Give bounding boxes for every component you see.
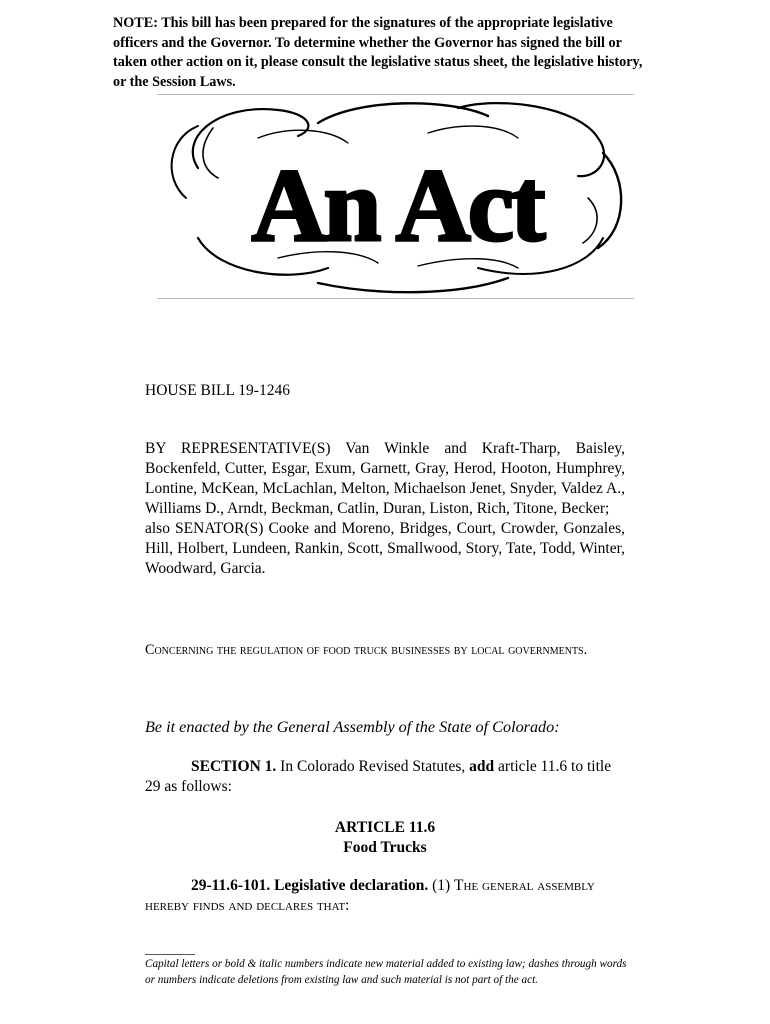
article-title: Food Trucks xyxy=(343,839,427,856)
enacting-clause: Be it enacted by the General Assembly of the State of Colorado: xyxy=(145,718,560,736)
section-heading: SECTION 1. xyxy=(191,758,277,775)
sponsors xyxy=(145,439,625,579)
declaration-heading: 29-11.6-101. Legislative declaration. xyxy=(191,877,429,894)
section-text-before: In Colorado Revised Statutes, xyxy=(276,758,470,775)
section-add-keyword: add xyxy=(469,758,495,775)
section-text-after: article 11.6 to title 29 as follows: xyxy=(145,758,612,795)
concerning-clause: Concerning the regulation of food truck businesses by local governments. xyxy=(145,642,588,658)
footnote-rule xyxy=(145,954,195,955)
senators-list: also SENATOR(S) Cooke and Moreno, Bridges, Court, Crowder, Gonzales, Hill, Holbert, Lundeen, Rankin, Scott, Smallwood, Story, Tate, Todd, Winter, Woodward, Garcia. xyxy=(145,520,625,577)
emblem-bottom-rule xyxy=(157,298,634,299)
article-heading xyxy=(145,818,625,858)
bill-number: HOUSE BILL 19-1246 xyxy=(145,382,290,399)
section-1 xyxy=(145,757,625,797)
an-act-emblem-icon xyxy=(158,98,636,296)
declaration-subsection: (1) xyxy=(428,877,455,894)
emblem-top-rule xyxy=(157,94,634,95)
an-act-emblem-text: An Act xyxy=(251,148,543,263)
representatives-list: BY REPRESENTATIVE(S) Van Winkle and Kraft-Tharp, Baisley, Bockenfeld, Cutter, Esgar, Exum, Garnett, Gray, Herod, Hooton, Humphrey, Lontine, McKean, McLachlan, Melton, Michaelson Jenet, Snyder, Valdez A., Williams D., Arndt, Beckman, Catlin, Duran, Liston, Rich, Titone, Becker; xyxy=(145,440,625,517)
signature-note: NOTE: This bill has been prepared for the signatures of the appropriate legislative officers and the Governor. To determine whether the Governor has signed the bill or taken other action on it, please consult the legislative status sheet, the legislative history, or the Session Laws. xyxy=(113,15,643,90)
footnote: Capital letters or bold & italic numbers indicate new material added to existing law; dashes through words or numbers indicate deletions from existing law and such material is not part of the act. xyxy=(145,958,627,986)
legislative-declaration xyxy=(145,876,625,916)
article-number: ARTICLE 11.6 xyxy=(334,819,436,836)
declaration-text: The general assembly hereby finds and declares that: xyxy=(145,877,595,914)
